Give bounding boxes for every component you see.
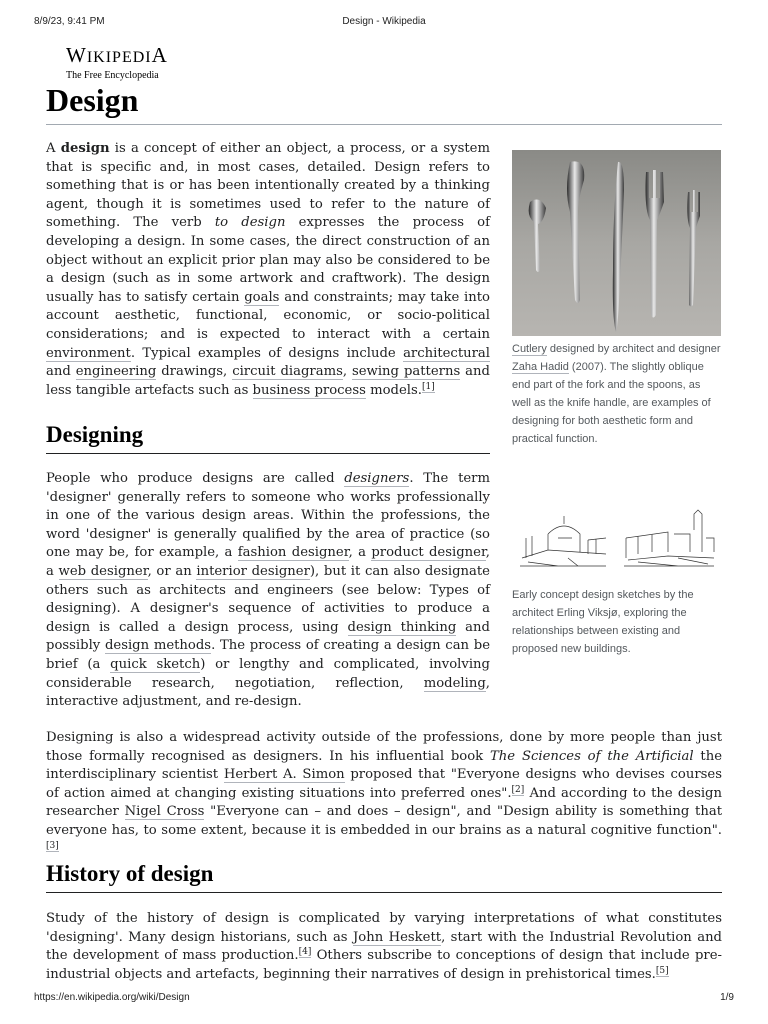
link-environment[interactable]: environment: [46, 345, 131, 361]
reference-4[interactable]: [4]: [298, 947, 312, 958]
wikipedia-logo[interactable]: [66, 44, 168, 81]
designing-paragraph-1: People who produce designs are called designers. The term 'designer' generally refers to someone who works professionally in one of the various design areas. Within the professions, the word 'designer' is generally qualified by the area of practice (so one may be, for example, a fashion designer, a product designer, a web designer, or an interior designer), but it can also designate others such as architects and engineers (see below: Types of designing). A designer's sequence of activities to produce a design is called a design process, using design thinking and possibly design methods. The process of creating a design can be brief (a quick sketch) or lengthy and complicated, involving considerable research, negotiation, reflection, modeling, interactive adjustment, and re-design.: [46, 471, 490, 710]
intro-paragraph: A design is a concept of either an object, a process, or a system that is specific and, in most cases, detailed. Design refers to something that is or has been intentionally created by a thinking agent, though it is sometimes used to refer to the nature of something. The verb to design expresses the process of developing a design. In some cases, the direct construction of an object without an explicit prior plan may also be considered to be a design (such as in some artwork and craftwork). The design usually has to satisfy certain goals and constraints; may take into account aesthetic, functional, economic, or socio-political considerations; and is expected to interact with a certain environment. Typical examples of designs include architectural and engineering drawings, circuit diagrams, sewing patterns and less tangible artefacts such as business process models.[1]: [46, 141, 490, 398]
link-herbert-simon[interactable]: Herbert A. Simon: [223, 767, 345, 783]
title-divider: [46, 124, 722, 125]
link-quick-sketch[interactable]: quick sketch: [110, 656, 201, 672]
link-design-thinking[interactable]: design thinking: [347, 619, 457, 635]
print-datetime: 8/9/23, 9:41 PM: [34, 16, 105, 27]
link-interior-designer[interactable]: interior designer: [196, 563, 310, 579]
link-business-process[interactable]: business process: [252, 382, 366, 398]
figure-cutlery: [512, 150, 722, 448]
wikipedia-wordmark: WIKIPEDIA: [66, 43, 168, 67]
link-modeling[interactable]: modeling: [423, 675, 486, 691]
print-page-number: 1/9: [720, 992, 734, 1003]
section-heading-history: History of design: [46, 861, 214, 886]
reference-5[interactable]: [5]: [655, 965, 669, 976]
link-engineering[interactable]: engineering: [75, 364, 157, 380]
link-circuit-diagrams[interactable]: circuit diagrams: [232, 364, 343, 380]
link-web-designer[interactable]: web designer: [58, 563, 148, 579]
link-cutlery[interactable]: Cutlery: [512, 343, 547, 355]
link-design-methods[interactable]: design methods: [104, 638, 212, 654]
wikipedia-tagline: The Free Encyclopedia: [66, 70, 159, 81]
cutlery-image[interactable]: [512, 150, 721, 336]
reference-2[interactable]: [2]: [511, 784, 525, 795]
link-john-heskett[interactable]: John Heskett: [352, 929, 442, 945]
reference-3[interactable]: [3]: [46, 840, 59, 851]
reference-1[interactable]: [1]: [421, 381, 435, 392]
link-designers[interactable]: designers: [344, 471, 410, 486]
architectural-sketch-image[interactable]: [518, 508, 716, 570]
link-goals[interactable]: goals: [244, 289, 280, 305]
bold-term: design: [60, 141, 110, 156]
cutlery-caption: Cutlery designed by architect and designer Zaha Hadid (2007). The slightly oblique end part of the fork and the spoons, as well as the knife handle, are examples of designing for both aesthetic form and practical function.: [512, 343, 721, 445]
history-paragraph-1: Study of the history of design is complicated by varying interpretations of what constitutes 'designing'. Many design historians, such as John Heskett, start with the Industrial Revolution and the development of mass production.[4] Others subscribe to conceptions of design that include pre-industrial objects and artefacts, beginning their narratives of design in prehistorical times.[5]: [46, 911, 723, 982]
link-nigel-cross[interactable]: Nigel Cross: [124, 804, 205, 820]
link-zaha-hadid[interactable]: Zaha Hadid: [512, 361, 569, 373]
link-sewing-patterns[interactable]: sewing patterns: [351, 364, 461, 380]
sketches-caption: Early concept design sketches by the architect Erling Viksjø, exploring the relationships between existing and proposed new buildings.: [512, 589, 694, 655]
section-divider: [46, 892, 722, 893]
section-divider: [46, 453, 490, 454]
page-title: Design: [46, 82, 139, 118]
print-doc-title: Design - Wikipedia: [342, 16, 426, 27]
link-architectural[interactable]: architectural: [403, 345, 490, 361]
section-heading-designing: Designing: [46, 422, 144, 447]
figure-sketches: [512, 508, 722, 658]
print-url: https://en.wikipedia.org/wiki/Design: [34, 992, 190, 1003]
link-product-designer[interactable]: product designer: [371, 545, 486, 561]
link-fashion-designer[interactable]: fashion designer: [237, 545, 349, 561]
designing-paragraph-2: Designing is also a widespread activity outside of the professions, done by more people than just those formally recognised as designers. In his influential book The Sciences of the Artificial the interdisciplinary scientist Herbert A. Simon proposed that "Everyone designs who devises courses of action aimed at changing existing situations into preferred ones".[2] And according to the design researcher Nigel Cross "Everyone can – and does – design", and "Design ability is something that everyone has, to some extent, because it is embedded in our brains as a natural cognitive function".[3]: [46, 730, 723, 851]
